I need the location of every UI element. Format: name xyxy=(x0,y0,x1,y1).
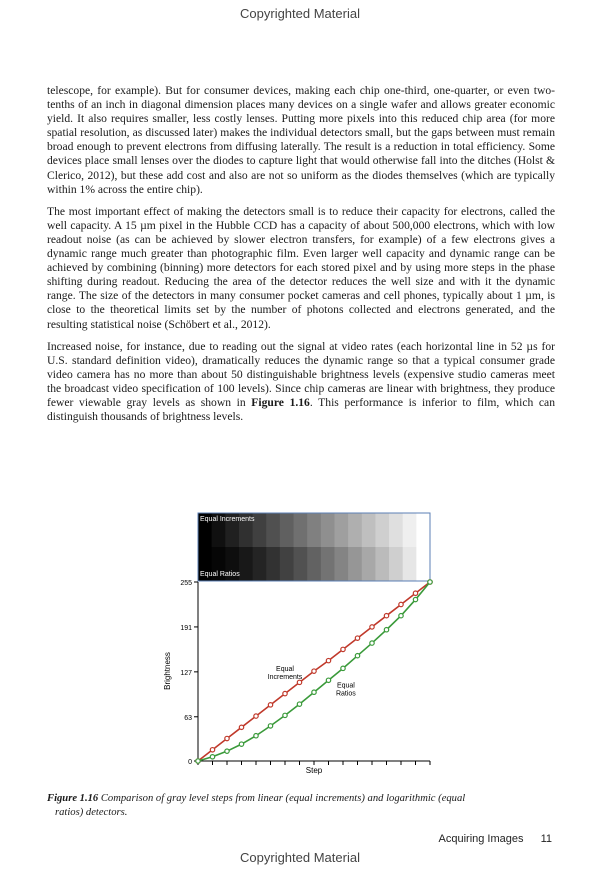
equal-ratios-swatch xyxy=(280,547,294,581)
equal-ratios-swatch xyxy=(307,547,321,581)
y-tick-label: 255 xyxy=(180,580,192,587)
equal-ratios-point xyxy=(326,678,330,682)
chart-series xyxy=(196,580,432,763)
equal-increments-point xyxy=(326,658,330,662)
body-text xyxy=(47,84,555,432)
equal-increments-point xyxy=(210,748,214,752)
paragraph-3-text-end: . This performance is inferior to film, which can distinguish thousands of brightness levels. xyxy=(47,395,555,424)
paragraph-3-text: Increased noise, for instance, due to reading out the signal at video rates (each horizontal line in 52 µs for U.S. standard definition video), dramatically reduces the dynamic range so that a typical consumer grade video camera has no more than about 50 distinguishable brightness levels (expensive studio cameras meet the broadcast video specification of 100 levels). Since chip cameras are linear with brightness, they produce fewer viewable gray levels as shown in xyxy=(47,339,555,409)
equal-increments-annotation: Equal Increments xyxy=(267,666,303,682)
equal-increments-point xyxy=(370,625,374,629)
equal-ratios-annotation: Equal Ratios xyxy=(335,682,356,698)
equal-increments-swatch xyxy=(321,513,335,547)
equal-ratios-swatch xyxy=(416,547,430,581)
equal-ratios-point xyxy=(268,724,272,728)
y-tick-label: 0 xyxy=(188,759,192,766)
equal-increments-point xyxy=(355,636,359,640)
equal-ratios-point xyxy=(312,690,316,694)
page-number: 11 xyxy=(540,833,552,845)
equal-increments-point xyxy=(225,736,229,740)
equal-ratios-swatch xyxy=(348,547,362,581)
paragraph-2-text: The most important effect of making the detectors small is to reduce their capacity for electrons, called the well capacity. A 15 µm pixel in the Hubble CCD has a capacity of about 500,000 electrons, which with low readout noise (as can be achieved by slower electron transfers, for example) of a few electrons gives a dynamic range much greater than photographic film. Even larger well capacity and dynamic range can be achieved by combining (binning) more detectors for each stored pixel and by using more steps in the phase shifting during readout. Reducing the area of the detector reduces the well size and with it the dynamic range. The size of the detectors in many consumer pocket cameras and cell phones, typically about 1 µm, is close to the theoretical limits set by the number of photons collected and electrons generated, and the resulting statistical noise (Schöbert et al., 2012). xyxy=(47,204,555,331)
running-footer-chapter: Acquiring Images xyxy=(438,833,524,845)
equal-increments-swatch xyxy=(266,513,280,547)
equal-increments-swatch xyxy=(362,513,376,547)
equal-increments-swatch xyxy=(389,513,403,547)
equal-increments-point xyxy=(384,613,388,617)
x-ticks xyxy=(198,761,430,765)
equal-increments-swatch xyxy=(416,513,430,547)
paragraph-1-text: telescope, for example). But for consumer devices, making each chip one-third, one-quarter, or even two-tenths of an inch in diagonal dimension places many devices on a single wafer and allows greater economic yield. It also requires smaller, less costly lenses. Putting more pixels into this reduced chip area (for more spatial resolution, as discussed later) makes the individual detectors small, but the gaps between must remain broad enough to prevent electrons from diffusing laterally. The result is a reduction in total efficiency. Some devices place small lenses over the diodes to capture light that would otherwise fall into the ditches (Holst & Clerico, 2012), but these add cost and also are not so uniform as the diodes themselves (which are typically within 1% across the entire chip). xyxy=(47,84,555,196)
equal-ratios-swatch xyxy=(321,547,335,581)
equal-ratios-point xyxy=(210,755,214,759)
equal-increments-point xyxy=(312,669,316,673)
figure-caption xyxy=(47,792,555,819)
equal-ratios-point xyxy=(225,749,229,753)
equal-increments-point xyxy=(268,703,272,707)
caption-line-2: ratios) detectors. xyxy=(55,806,128,818)
equal-increments-swatch xyxy=(348,513,362,547)
equal-increments-swatch xyxy=(280,513,294,547)
equal-increments-band-label: Equal Increments xyxy=(200,516,255,523)
y-tick-label: 191 xyxy=(180,624,192,632)
equal-increments-point xyxy=(413,591,417,595)
figure-1-16 xyxy=(160,510,450,788)
y-tick-label: 63 xyxy=(184,714,192,722)
equal-increments-swatch xyxy=(334,513,348,547)
equal-ratios-band-label: Equal Ratios xyxy=(200,571,240,578)
equal-ratios-point xyxy=(283,713,287,717)
equal-increments-point xyxy=(341,647,345,651)
equal-increments-point xyxy=(283,691,287,695)
equal-ratios-point xyxy=(254,734,258,738)
x-axis-label: Step xyxy=(305,766,323,775)
equal-increments-swatch xyxy=(307,513,321,547)
equal-ratios-point xyxy=(239,742,243,746)
equal-increments-swatch xyxy=(403,513,417,547)
page-footer xyxy=(439,833,552,845)
equal-ratios-swatch xyxy=(266,547,280,581)
equal-ratios-point xyxy=(413,597,417,601)
equal-ratios-swatch xyxy=(294,547,308,581)
y-tick-label: 127 xyxy=(180,669,192,677)
equal-increments-swatch xyxy=(253,513,267,547)
y-tick-labels xyxy=(180,580,198,766)
copyright-watermark-bottom: Copyrighted Material xyxy=(240,850,360,865)
equal-ratios-point xyxy=(370,641,374,645)
equal-ratios-point xyxy=(428,580,432,584)
equal-ratios-point xyxy=(399,613,403,617)
caption-figure-label: Figure 1.16 xyxy=(47,793,99,804)
copyright-watermark-top: Copyrighted Material xyxy=(240,6,360,21)
paragraph-2 xyxy=(47,205,555,332)
equal-ratios-point xyxy=(355,654,359,658)
equal-increments-point xyxy=(254,714,258,718)
paragraph-3 xyxy=(47,340,555,425)
equal-ratios-point xyxy=(384,628,388,632)
equal-ratios-swatch xyxy=(334,547,348,581)
equal-ratios-swatch xyxy=(362,547,376,581)
equal-ratios-swatch xyxy=(403,547,417,581)
equal-ratios-point xyxy=(196,759,200,763)
figure-reference: Figure 1.16 xyxy=(251,395,310,409)
y-axis-label: Brightness xyxy=(163,652,172,690)
equal-ratios-swatch xyxy=(253,547,267,581)
paragraph-1 xyxy=(47,84,555,197)
equal-ratios-swatch xyxy=(375,547,389,581)
equal-increments-point xyxy=(399,602,403,606)
equal-ratios-point xyxy=(297,702,301,706)
equal-increments-swatch xyxy=(375,513,389,547)
equal-increments-point xyxy=(239,725,243,729)
equal-ratios-swatch xyxy=(239,547,253,581)
caption-line-1: Comparison of gray level steps from linear (equal increments) and logarithmic (equal xyxy=(98,793,466,804)
equal-ratios-point xyxy=(341,666,345,670)
equal-increments-swatch xyxy=(294,513,308,547)
equal-ratios-swatch xyxy=(389,547,403,581)
